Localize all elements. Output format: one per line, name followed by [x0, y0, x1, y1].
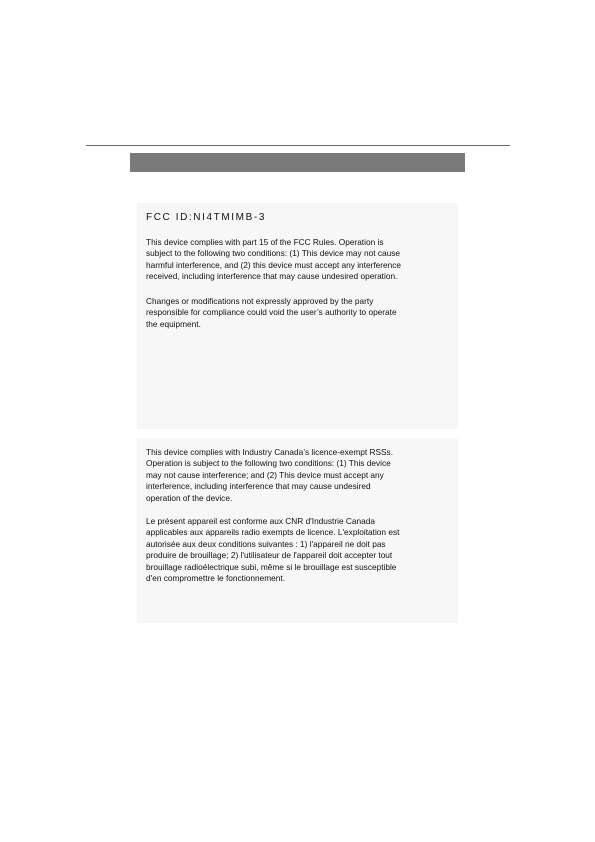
ic-french-paragraph: Le présent appareil est conforme aux CNR d'Industrie Canada applicables aux appareils radio exempts de licence. L'exploitation est autorisée aux deux conditions suivantes : 1) l'appareil ne doit pas produire de brouillage; 2) l'utilisateur de l'appareil doit accepter tout brouillage radioélectrique subi, même si le brouillage est susceptible d'en compromettre le fonctionnement.: [146, 516, 400, 584]
top-divider: [86, 145, 510, 146]
ic-english-paragraph: This device complies with Industry Canada’s licence-exempt RSSs. Operation is subject to the following two conditions: (1) This device may not cause interference; and (2) This device must accept any interference, including interference that may cause undesired operation of the device.: [146, 447, 394, 503]
section-header-bar: [130, 153, 465, 172]
fcc-id-label: FCC ID:NI4TMIMB-3: [146, 212, 266, 223]
fcc-modification-warning-paragraph: Changes or modifications not expressly approved by the party responsible for compliance could void the user’s authority to operate the equipment.: [146, 296, 397, 329]
fcc-compliance-paragraph: This device complies with part 15 of the FCC Rules. Operation is subject to the following two conditions: (1) This device may not cause harmful interference, and (2) this device must accept any interference received, including interference that may cause undesired operation.: [146, 237, 402, 282]
